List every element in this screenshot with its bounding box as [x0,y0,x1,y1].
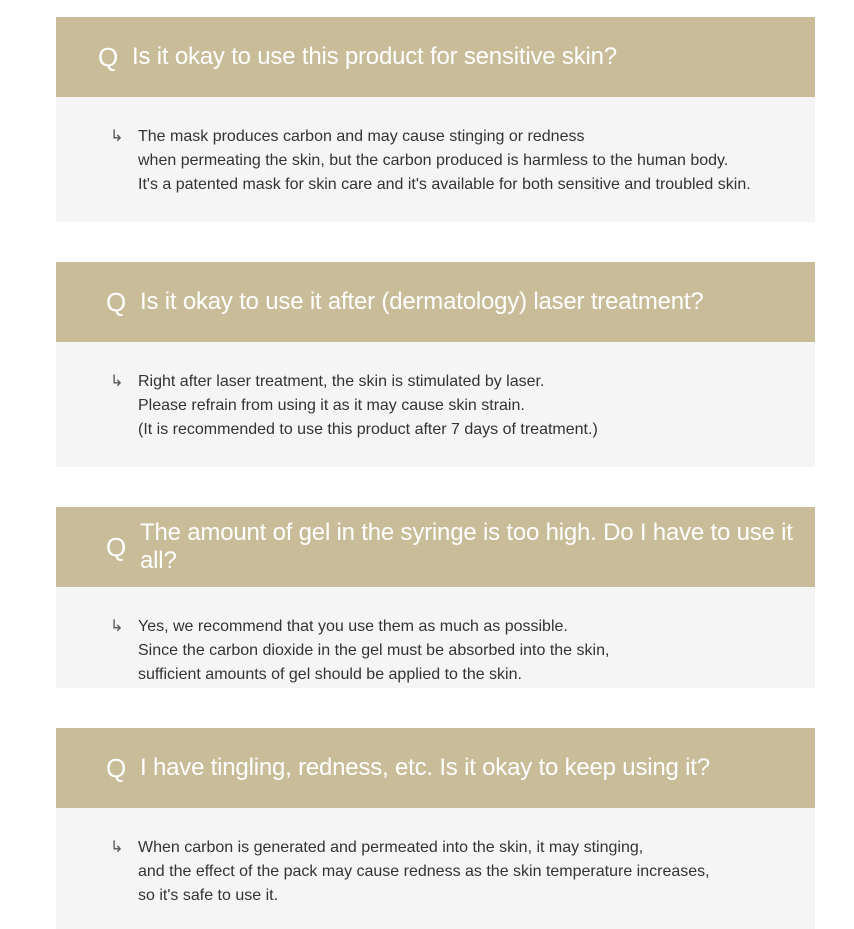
answer-text [138,125,751,197]
faq-item [56,262,815,467]
answer-box [56,97,815,222]
answer-text [138,370,598,442]
answer-line: Since the carbon dioxide in the gel must be absorbed into the skin, [138,642,610,659]
answer-text [138,615,609,687]
q-icon: Q [98,41,119,72]
answer-line: Right after laser treatment, the skin is stimulated by laser. [138,373,545,390]
answer-line: sufficient amounts of gel should be applied to the skin. [138,666,522,683]
arrow-icon: ↳ [110,618,124,635]
faq-item [56,507,815,688]
q-icon: Q [106,531,127,562]
answer-line: When carbon is generated and permeated into the skin, it may stinging, [138,839,644,856]
question-bar [56,728,815,808]
question-text: The amount of gel in the syringe is too high. Do I have to use it all? [140,519,793,574]
answer-line: (It is recommended to use this product after 7 days of treatment.) [138,421,598,438]
question-bar [56,262,815,342]
q-icon: Q [106,752,127,783]
arrow-icon: ↳ [110,373,124,390]
answer-line: Yes, we recommend that you use them as much as possible. [138,618,568,635]
answer-box [56,587,815,688]
answer-line: when permeating the skin, but the carbon produced is harmless to the human body. [138,152,729,169]
faq-item [56,728,815,929]
answer-line: The mask produces carbon and may cause stinging or redness [138,128,585,145]
answer-line: so it's safe to use it. [138,887,279,904]
answer-line: and the effect of the pack may cause redness as the skin temperature increases, [138,863,710,880]
q-icon: Q [106,286,127,317]
question-text: I have tingling, redness, etc. Is it okay to keep using it? [140,754,710,781]
arrow-icon: ↳ [110,128,124,145]
answer-line: It's a patented mask for skin care and it's available for both sensitive and troubled skin. [138,176,751,193]
arrow-icon: ↳ [110,839,124,856]
question-bar [56,507,815,587]
answer-box [56,808,815,929]
question-bar [56,17,815,97]
answer-box [56,342,815,467]
question-text: Is it okay to use it after (dermatology) laser treatment? [140,288,704,315]
answer-line: Please refrain from using it as it may cause skin strain. [138,397,525,414]
faq-item [56,17,815,222]
question-text: Is it okay to use this product for sensitive skin? [132,43,617,70]
answer-text [138,836,710,908]
